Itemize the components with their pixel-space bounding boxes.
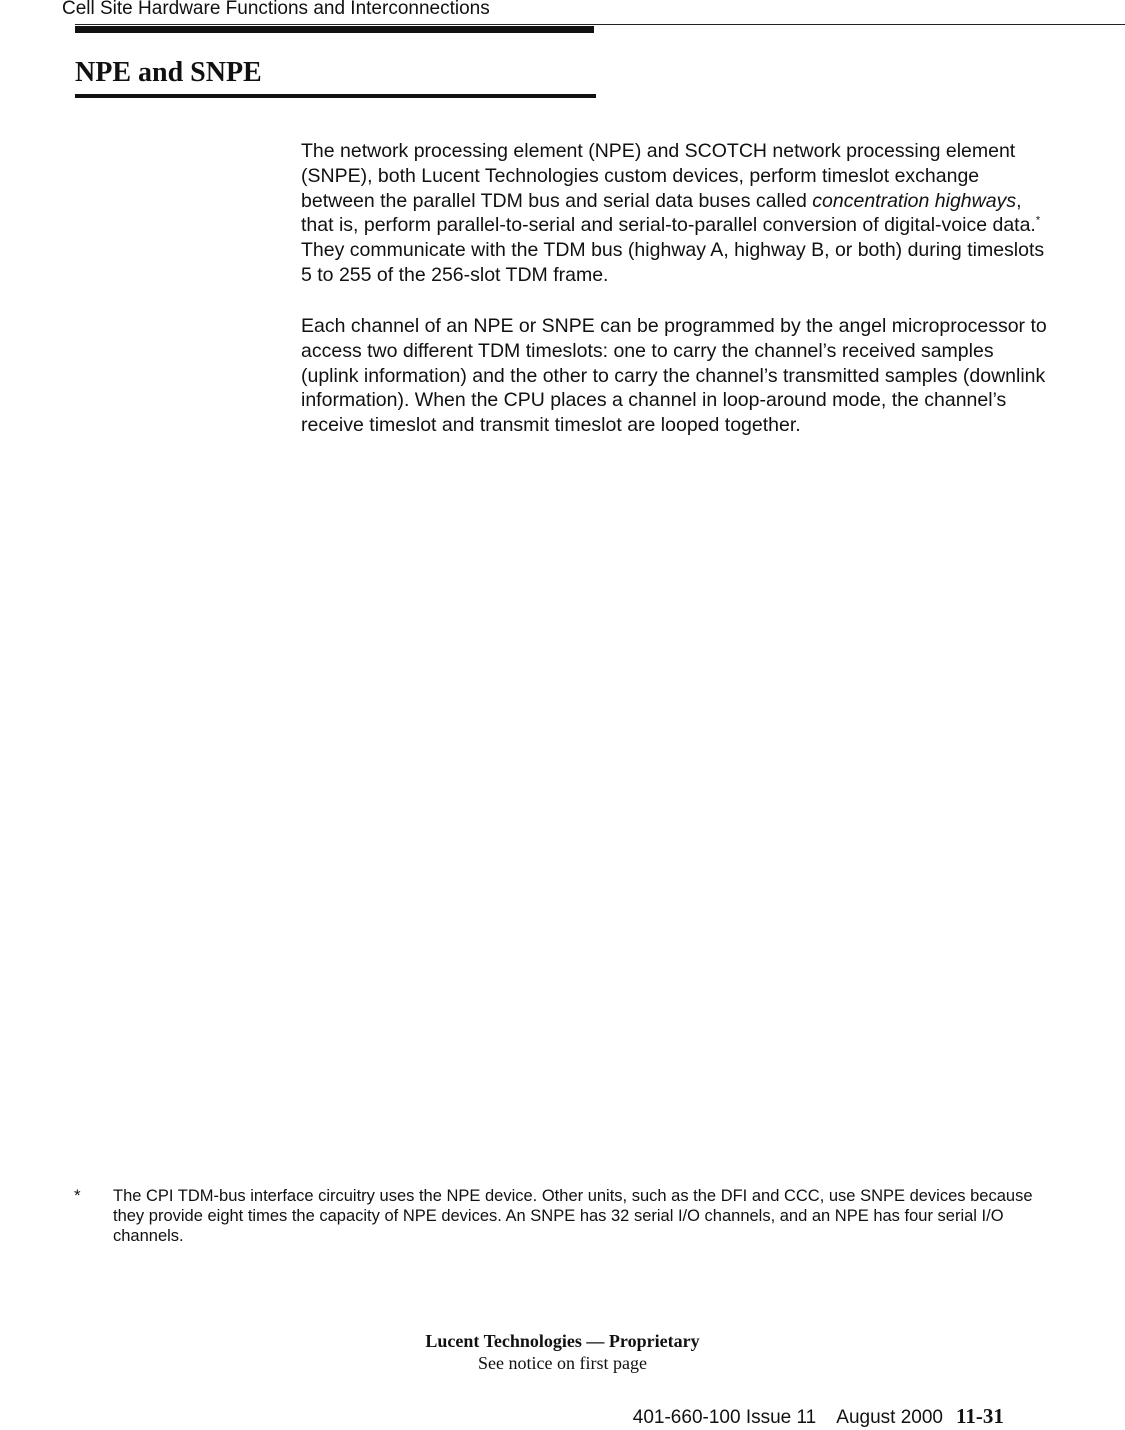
term-concentration-highways: concentration highways bbox=[812, 189, 1017, 212]
running-header: Cell Site Hardware Functions and Interconnections bbox=[62, 0, 490, 19]
footnote-reference[interactable]: * bbox=[1035, 214, 1041, 227]
paragraph-text: They communicate with the TDM bus (highway A, highway B, or both) during timeslots 5 to 255 of the 256-slot TDM frame. bbox=[301, 239, 1045, 286]
section-title: NPE and SNPE bbox=[75, 57, 262, 88]
paragraph-channel-programming: Each channel of an NPE or SNPE can be programmed by the angel microprocessor to access two different TDM timeslots: one to carry the channel’s received samples (uplink information) and the other to carry the channel’s transmitted samples (downlink information). When the CPU places a channel in loop-around mode, the channel’s receive timeslot and transmit timeslot are looped together. bbox=[301, 315, 1047, 437]
footer-document-info: 401-660-100 Issue 11 August 2000 bbox=[632, 1407, 943, 1428]
header-rule bbox=[75, 24, 1125, 25]
paragraph-text: The network processing element (NPE) and SCOTCH network processing element (SNPE), both Lucent Technologies custom devices, perform timeslot exchange between the parallel TDM bus and serial data buses called bbox=[301, 140, 1016, 212]
footer-notice: See notice on first page bbox=[478, 1353, 647, 1373]
paragraph-npe-snpe-intro bbox=[301, 139, 1051, 288]
footnote-marker: * bbox=[74, 1186, 81, 1205]
page-number: 11-31 bbox=[956, 1404, 1004, 1428]
footnote-text: The CPI TDM-bus interface circuitry uses the NPE device. Other units, such as the DFI and CCC, use SNPE devices because they provide eight times the capacity of NPE devices. An SNPE has 32 serial I/O channels, and an NPE has four serial I/O channels. bbox=[113, 1187, 1033, 1245]
footer-company: Lucent Technologies — Proprietary bbox=[425, 1331, 700, 1351]
header-bar bbox=[75, 26, 594, 33]
paragraph-text: , that is, perform parallel-to-serial and serial-to-parallel conversion of digital-voice data. bbox=[301, 189, 1036, 237]
title-rule bbox=[75, 94, 596, 98]
